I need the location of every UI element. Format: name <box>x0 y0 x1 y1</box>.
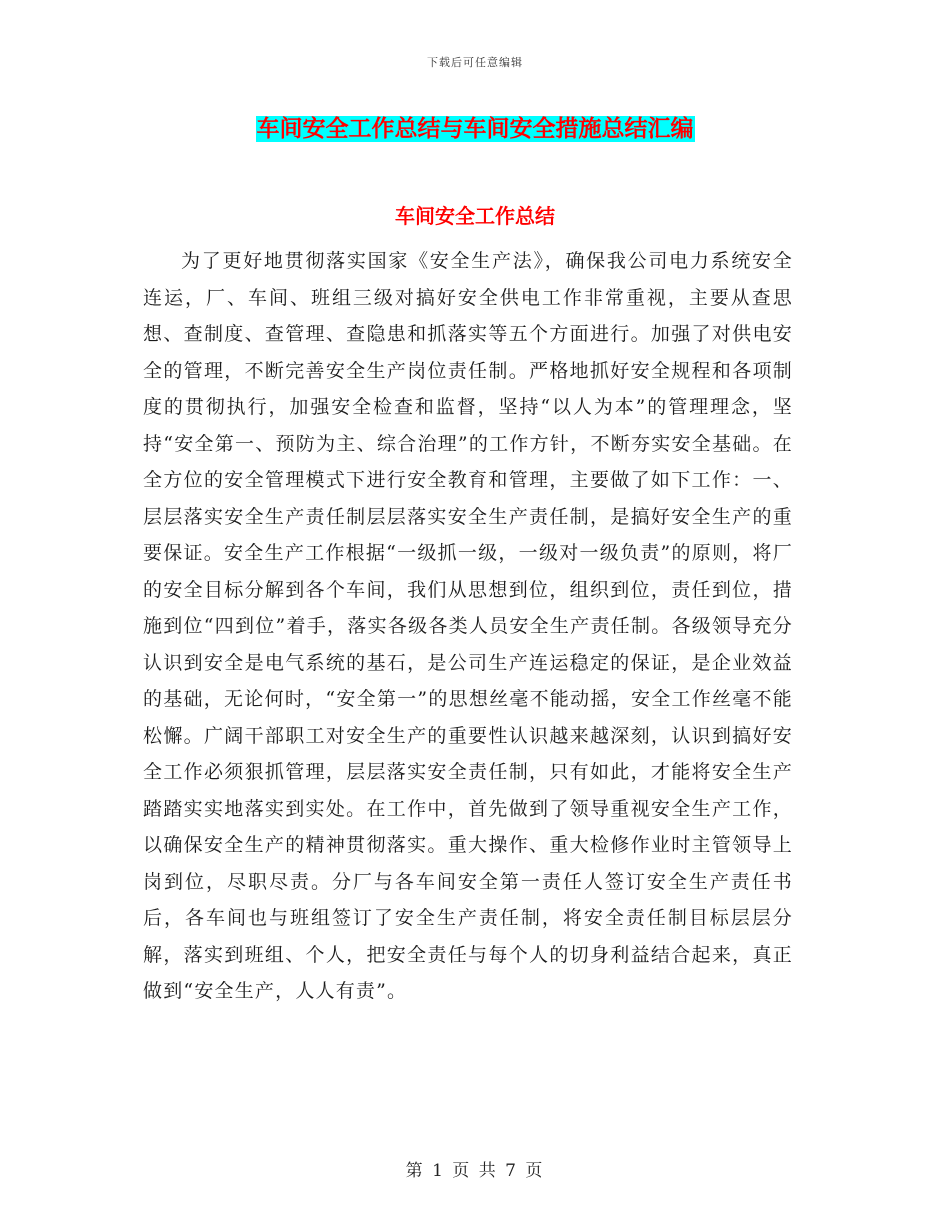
body-paragraph: 为了更好地贯彻落实国家《安全生产法》，确保我公司电力系统安全连运，厂、车间、班组三级对搞好安全供电工作非常重视，主要从查思想、查制度、查管理、查隐患和抓落实等五个方面进行。加强了对供电安全的管理，不断完善安全生产岗位责任制。严格地抓好安全规程和各项制度的贯彻执行，加强安全检查和监督，坚持“以人为本”的管理理念，坚持“安全第一、预防为主、综合治理”的工作方针，不断夯实安全基础。在全方位的安全管理模式下进行安全教育和管理，主要做了如下工作：一、层层落实安全生产责任制层层落实安全生产责任制，是搞好安全生产的重要保证。安全生产工作根据“一级抓一级，一级对一级负责”的原则，将厂的安全目标分解到各个车间，我们从思想到位，组织到位，责任到位，措施到位“四到位”着手，落实各级各类人员安全生产责任制。各级领导充分认识到安全是电气系统的基石，是公司生产连运稳定的保证，是企业效益的基础，无论何时，“安全第一”的思想丝毫不能动摇，安全工作丝毫不能松懈。广阔干部职工对安全生产的重要性认识越来越深刻，认识到搞好安全工作必须狠抓管理，层层落实安全责任制，只有如此，才能将安全生产踏踏实实地落实到实处。在工作中，首先做到了领导重视安全生产工作，以确保安全生产的精神贯彻落实。重大操作、重大检修作业时主管领导上岗到位，尽职尽责。分厂与各车间安全第一责任人签订安全生产责任书后，各车间也与班组签订了安全生产责任制，将安全责任制目标层层分解，落实到班组、个人，把安全责任与每个人的切身利益结合起来，真正做到“安全生产，人人有责”。 <box>143 250 793 1002</box>
page-number: 第 1 页 共 7 页 <box>405 1161 545 1181</box>
header-note: 下载后可任意编辑 <box>427 56 523 69</box>
main-title-highlight: 车间安全工作总结与车间安全措施总结汇编 <box>256 116 694 142</box>
document-main-title <box>0 112 950 146</box>
section-title: 车间安全工作总结 <box>395 204 555 228</box>
